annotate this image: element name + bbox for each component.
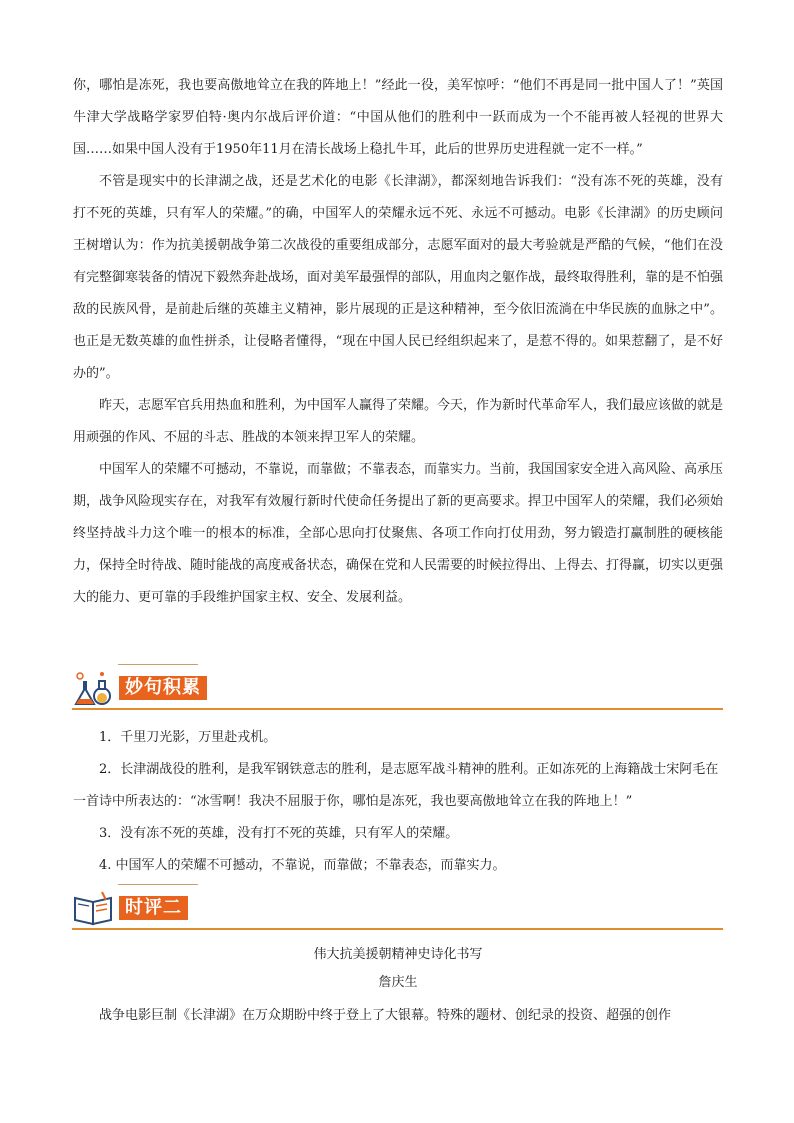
article-title: 伟大抗美援朝精神史诗化书写 — [313, 947, 483, 962]
paragraph-1: 你，哪怕是冻死，我也要高傲地耸立在我的阵地上！”经此一役，美军惊呼：“他们不再是同一批中国人了！”英国牛津大学战略学家罗伯特·奥内尔战后评价道：“中国从他们的胜利中一跃而成为一个不能再被人轻视的世界大国……如果中国人没有于1950年11月在清长战场上稳扎牛耳，此后的世界历史进程就一定不一样。” — [73, 78, 723, 157]
header-bottom-rule — [72, 928, 723, 930]
section-title-phrases: 妙句积累 — [119, 676, 207, 700]
open-book-icon — [72, 888, 114, 928]
section-header-commentary — [72, 884, 723, 930]
list-item: 2．长津湖战役的胜利，是我军钢铁意志的胜利，是志愿军战斗精神的胜利。正如冻死的上海籍战士宋阿毛在一首诗中所表达的：“冰雪啊！我决不屈服于你，哪怕是冻死，我也要高傲地耸立在我的阵地上！” — [73, 762, 719, 809]
section-title-commentary: 时评二 — [119, 896, 188, 920]
header-bottom-rule — [72, 708, 723, 710]
article-paragraph-1: 战争电影巨制《长津湖》在万众期盼中终于登上了大银幕。特殊的题材、创纪录的投资、超强的创作 — [99, 1008, 672, 1023]
paragraph-3: 昨天，志愿军官兵用热血和胜利，为中国军人赢得了荣耀。今天，作为新时代革命军人，我们最应该做的就是用顽强的作风、不屈的斗志、胜战的本领来捍卫军人的荣耀。 — [73, 398, 724, 445]
paragraph-2: 不管是现实中的长津湖之战，还是艺术化的电影《长津湖》，都深刻地告诉我们：“没有冻不死的英雄，没有打不死的英雄，只有军人的荣耀。”的确，中国军人的荣耀永远不死、永远不可撼动。电影《长津湖》的历史顾问王树增认为：作为抗美援朝战争第二次战役的重要组成部分，志愿军面对的最大考验就是严酷的气候，“他们在没有完整御寒装备的情况下毅然奔赴战场，面对美军最强悍的部队，用血肉之躯作战，最终取得胜利，靠的是不怕强敌的民族风骨，是前赴后继的英雄主义精神，影片展现的正是这种精神，至今依旧流淌在中华民族的血脉之中”。也正是无数英雄的血性拼杀，让侵略者懂得，“现在中国人民已经组织起来了，是惹不得的。如果惹翻了，是不好办的”。 — [73, 174, 724, 381]
header-top-rule — [118, 664, 198, 665]
article-body — [73, 1000, 723, 1032]
body-text-top — [73, 70, 723, 614]
article-author: 詹庆生 — [378, 975, 418, 990]
lab-flask-icon — [72, 668, 114, 708]
phrase-list — [73, 722, 723, 882]
list-item: 3．没有冻不死的英雄，没有打不死的英雄，只有军人的荣耀。 — [99, 826, 459, 841]
list-item: 1．千里刀光影，万里赴戎机。 — [99, 730, 277, 745]
list-item: 4. 中国军人的荣耀不可撼动，不靠说，而靠做；不靠表态，而靠实力。 — [99, 858, 506, 873]
paragraph-4: 中国军人的荣耀不可撼动，不靠说，而靠做；不靠表态，而靠实力。当前，我国国家安全进入高风险、高承压期，战争风险现实存在，对我军有效履行新时代使命任务提出了新的更高要求。捍卫中国军人的荣耀，我们必须始终坚持战斗力这个唯一的根本的标准，全部心思向打仗聚焦、各项工作向打仗用劲，努力锻造打赢制胜的硬核能力，保持全时待战、随时能战的高度戒备状态，确保在党和人民需要的时候拉得出、上得去、打得赢，切实以更强大的能力、更可靠的手段维护国家主权、安全、发展利益。 — [73, 462, 724, 605]
section-header-phrases — [72, 664, 723, 710]
header-top-rule — [118, 884, 198, 885]
